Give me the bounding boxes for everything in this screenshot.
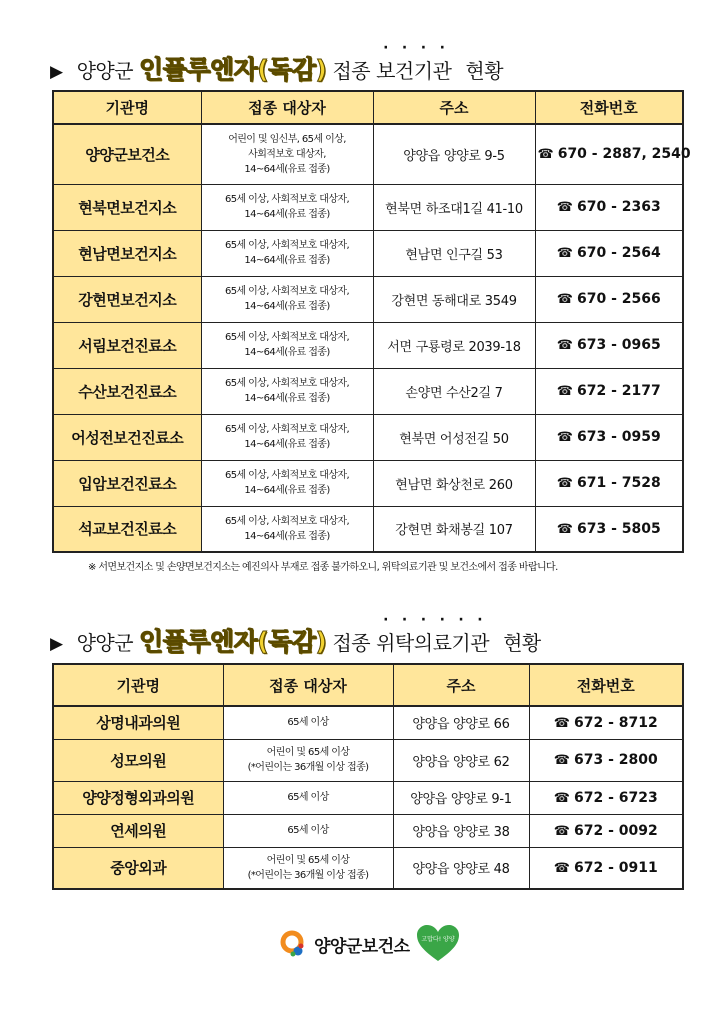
target-line: (*어린이는 36개월 이상 접종) — [247, 762, 369, 773]
institution-name: 석교보건진료소 — [53, 506, 201, 552]
institution-phone — [535, 414, 683, 460]
vaccination-target — [201, 506, 373, 552]
target-line: (*어린이는 36개월 이상 접종) — [247, 869, 369, 881]
table-row — [53, 506, 683, 552]
clinic-phone — [529, 847, 683, 889]
phone-number: 673 - 0965 — [576, 337, 661, 353]
phone-number: 671 - 7528 — [576, 475, 661, 491]
institution-phone — [535, 506, 683, 552]
table-row — [53, 184, 683, 230]
institution-name: 서림보건진료소 — [53, 322, 201, 368]
column-header-phone: 전화번호 — [535, 91, 683, 124]
section1-heading — [50, 50, 503, 86]
phone-number: 670 - 2363 — [576, 199, 661, 215]
target-line: 14~64세(유료 접종) — [244, 209, 330, 220]
phone-icon: ☎ — [556, 246, 573, 261]
table-row — [53, 739, 683, 781]
table-header-row — [53, 91, 683, 124]
heart-logo-text: 고맙다! 양양 — [420, 936, 455, 943]
heart-logo-icon — [416, 925, 460, 963]
heading-emphasis — [376, 627, 489, 656]
column-header-name: 기관명 — [53, 664, 223, 706]
institution-address: 강현면 화채봉길 107 — [373, 506, 535, 552]
institution-phone — [535, 322, 683, 368]
table-row — [53, 322, 683, 368]
contracted-clinics-table — [52, 663, 684, 890]
vaccination-target — [201, 414, 373, 460]
health-institutions-table — [52, 90, 691, 553]
target-line: 65세 이상, 사회적보호 대상자, — [224, 194, 350, 205]
table-header-row — [53, 664, 683, 706]
institution-name: 입암보건진료소 — [53, 460, 201, 506]
footnote: ※ 서면보건지소 및 손양면보건지소는 예진의사 부재로 접종 불가하오니, 위탁의료기관 및 보건소에서 접종 바랍니다. — [88, 562, 558, 573]
heading-highlight: 인플루엔자(독감) — [139, 627, 327, 656]
target-line: 14~64세(유료 접종) — [244, 485, 330, 496]
heading-emphasis-char: 의 — [413, 631, 433, 655]
vaccination-target — [201, 460, 373, 506]
target-line: 어린이 및 65세 이상 — [266, 854, 350, 866]
vaccination-target — [201, 124, 373, 184]
clinic-phone — [529, 781, 683, 814]
institution-address: 양양읍 양양로 9-5 — [373, 124, 535, 184]
clinic-name: 양양정형외과의원 — [53, 781, 223, 814]
phone-icon: ☎ — [553, 860, 570, 876]
heading-emphasis-char: 관 — [470, 631, 490, 655]
heading-highlight: 인플루엔자(독감) — [139, 55, 327, 84]
institution-name: 현북면보건지소 — [53, 184, 201, 230]
heading-suffix: 현황 — [503, 631, 541, 655]
phone-icon: ☎ — [553, 790, 570, 806]
target-line: 65세 이상, 사회적보호 대상자, — [224, 470, 350, 481]
phone-icon: ☎ — [556, 384, 573, 399]
institution-address: 손양면 수산2길 7 — [373, 368, 535, 414]
target-line: 65세 이상, 사회적보호 대상자, — [224, 286, 350, 297]
institution-name: 양양군보건소 — [53, 124, 201, 184]
clinic-name: 상명내과의원 — [53, 706, 223, 739]
phone-icon: ☎ — [556, 476, 573, 491]
target-line: 14~64세(유료 접종) — [244, 301, 330, 312]
clinic-name: 연세의원 — [53, 814, 223, 847]
clinic-address: 양양읍 양양로 9-1 — [393, 781, 529, 814]
table-row — [53, 276, 683, 322]
table-row — [53, 814, 683, 847]
heading-emphasis-char: 위 — [376, 631, 395, 655]
vaccination-target — [223, 781, 393, 814]
target-line: 65세 이상, 사회적보호 대상자, — [224, 515, 350, 527]
heading-emphasis — [376, 55, 451, 84]
target-line: 65세 이상, 사회적보호 대상자, — [224, 378, 350, 389]
institution-address: 강현면 동해대로 3549 — [373, 276, 535, 322]
phone-number: 673 - 5805 — [576, 520, 661, 537]
clinic-name: 성모의원 — [53, 739, 223, 781]
column-header-target: 접종 대상자 — [223, 664, 393, 706]
table-row — [53, 368, 683, 414]
institution-phone — [535, 124, 691, 184]
vaccination-target — [223, 739, 393, 781]
phone-icon: ☎ — [556, 338, 573, 353]
clinic-address: 양양읍 양양로 48 — [393, 847, 529, 889]
institution-phone — [535, 276, 683, 322]
target-line: 사회적보호 대상자, — [248, 148, 326, 160]
target-line: 14~64세(유료 접종) — [244, 439, 330, 450]
target-line: 65세 이상 — [287, 717, 329, 729]
column-header-target: 접종 대상자 — [201, 91, 373, 124]
heading-suffix: 현황 — [465, 59, 504, 83]
clinic-address: 양양읍 양양로 66 — [393, 706, 529, 739]
clinic-address: 양양읍 양양로 62 — [393, 739, 529, 781]
table-row — [53, 414, 683, 460]
phone-icon: ☎ — [553, 823, 570, 839]
heading-emphasis-char: 료 — [432, 631, 452, 655]
phone-number: 673 - 0959 — [576, 429, 661, 445]
heading-emphasis-char: 탁 — [394, 631, 414, 655]
table-row — [53, 706, 683, 739]
footer-logo — [278, 925, 460, 963]
institution-address: 현남면 인구길 53 — [373, 230, 535, 276]
phone-number: 670 - 2564 — [576, 245, 661, 261]
institution-phone — [535, 184, 683, 230]
heading-emphasis-char: 관 — [432, 59, 452, 83]
vaccination-target — [201, 322, 373, 368]
target-line: 65세 이상 — [287, 792, 329, 803]
phone-number: 670 - 2887, 2540 — [557, 146, 691, 163]
institution-phone — [535, 460, 683, 506]
triangle-marker-icon: ▶ — [50, 634, 63, 654]
institution-phone — [535, 368, 683, 414]
table-row — [53, 460, 683, 506]
phone-number: 672 - 0092 — [573, 822, 658, 839]
vaccination-target — [201, 368, 373, 414]
organization-name: 양양군보건소 — [314, 936, 410, 957]
phone-icon: ☎ — [556, 430, 573, 445]
phone-icon: ☎ — [537, 147, 554, 163]
target-line: 14~64세(유료 접종) — [244, 163, 330, 175]
target-line: 65세 이상, 사회적보호 대상자, — [224, 332, 350, 343]
target-line: 14~64세(유료 접종) — [244, 530, 330, 542]
table-row — [53, 847, 683, 889]
target-line: 14~64세(유료 접종) — [244, 393, 330, 404]
heading-middle: 접종 — [332, 59, 371, 83]
vaccination-target — [223, 847, 393, 889]
institution-name: 강현면보건지소 — [53, 276, 201, 322]
phone-icon: ☎ — [553, 715, 570, 731]
target-line: 14~64세(유료 접종) — [244, 347, 330, 358]
institution-name: 어성전보건진료소 — [53, 414, 201, 460]
phone-number: 672 - 0911 — [573, 859, 658, 876]
phone-icon: ☎ — [556, 521, 573, 537]
column-header-name: 기관명 — [53, 91, 201, 124]
table-row — [53, 781, 683, 814]
phone-number: 673 - 2800 — [573, 752, 658, 768]
institution-address: 현남면 화상천로 260 — [373, 460, 535, 506]
phone-number: 670 - 2566 — [576, 291, 661, 307]
heading-emphasis-char: 보 — [376, 59, 395, 83]
target-line: 65세 이상, 사회적보호 대상자, — [224, 240, 350, 251]
target-line: 14~64세(유료 접종) — [244, 255, 330, 266]
clinic-phone — [529, 706, 683, 739]
column-header-address: 주소 — [373, 91, 535, 124]
heading-emphasis-char: 건 — [394, 59, 414, 83]
vaccination-target — [201, 276, 373, 322]
triangle-marker-icon: ▶ — [50, 62, 63, 82]
vaccination-target — [201, 184, 373, 230]
target-line: 65세 이상 — [287, 825, 329, 836]
clinic-name: 중앙외과 — [53, 847, 223, 889]
vaccination-target — [223, 706, 393, 739]
phone-icon: ☎ — [556, 200, 573, 215]
institution-address: 현북면 어성전길 50 — [373, 414, 535, 460]
vaccination-target — [223, 814, 393, 847]
section2-heading — [50, 622, 541, 658]
clinic-phone — [529, 739, 683, 781]
heading-emphasis-char: 기 — [451, 631, 471, 655]
column-header-phone: 전화번호 — [529, 664, 683, 706]
phone-number: 672 - 8712 — [573, 714, 658, 731]
column-header-address: 주소 — [393, 664, 529, 706]
heading-emphasis-char: 기 — [413, 59, 433, 83]
institution-name: 수산보건진료소 — [53, 368, 201, 414]
target-line: 65세 이상, 사회적보호 대상자, — [224, 424, 350, 435]
health-center-logo-icon — [278, 929, 308, 959]
institution-address: 서면 구룡령로 2039-18 — [373, 322, 535, 368]
phone-number: 672 - 2177 — [576, 383, 661, 399]
phone-icon: ☎ — [553, 753, 570, 768]
heading-middle: 접종 — [332, 631, 371, 655]
clinic-phone — [529, 814, 683, 847]
institution-phone — [535, 230, 683, 276]
institution-name: 현남면보건지소 — [53, 230, 201, 276]
institution-address: 현북면 하조대1길 41-10 — [373, 184, 535, 230]
phone-number: 672 - 6723 — [573, 789, 658, 806]
clinic-address: 양양읍 양양로 38 — [393, 814, 529, 847]
table-row — [53, 124, 683, 184]
phone-icon: ☎ — [556, 292, 573, 307]
heading-prefix: 양양군 — [76, 59, 134, 83]
vaccination-target — [201, 230, 373, 276]
heading-prefix: 양양군 — [76, 631, 134, 655]
target-line: 어린이 및 65세 이상 — [266, 747, 350, 758]
table-row — [53, 230, 683, 276]
target-line: 어린이 및 임신부, 65세 이상, — [228, 133, 346, 145]
